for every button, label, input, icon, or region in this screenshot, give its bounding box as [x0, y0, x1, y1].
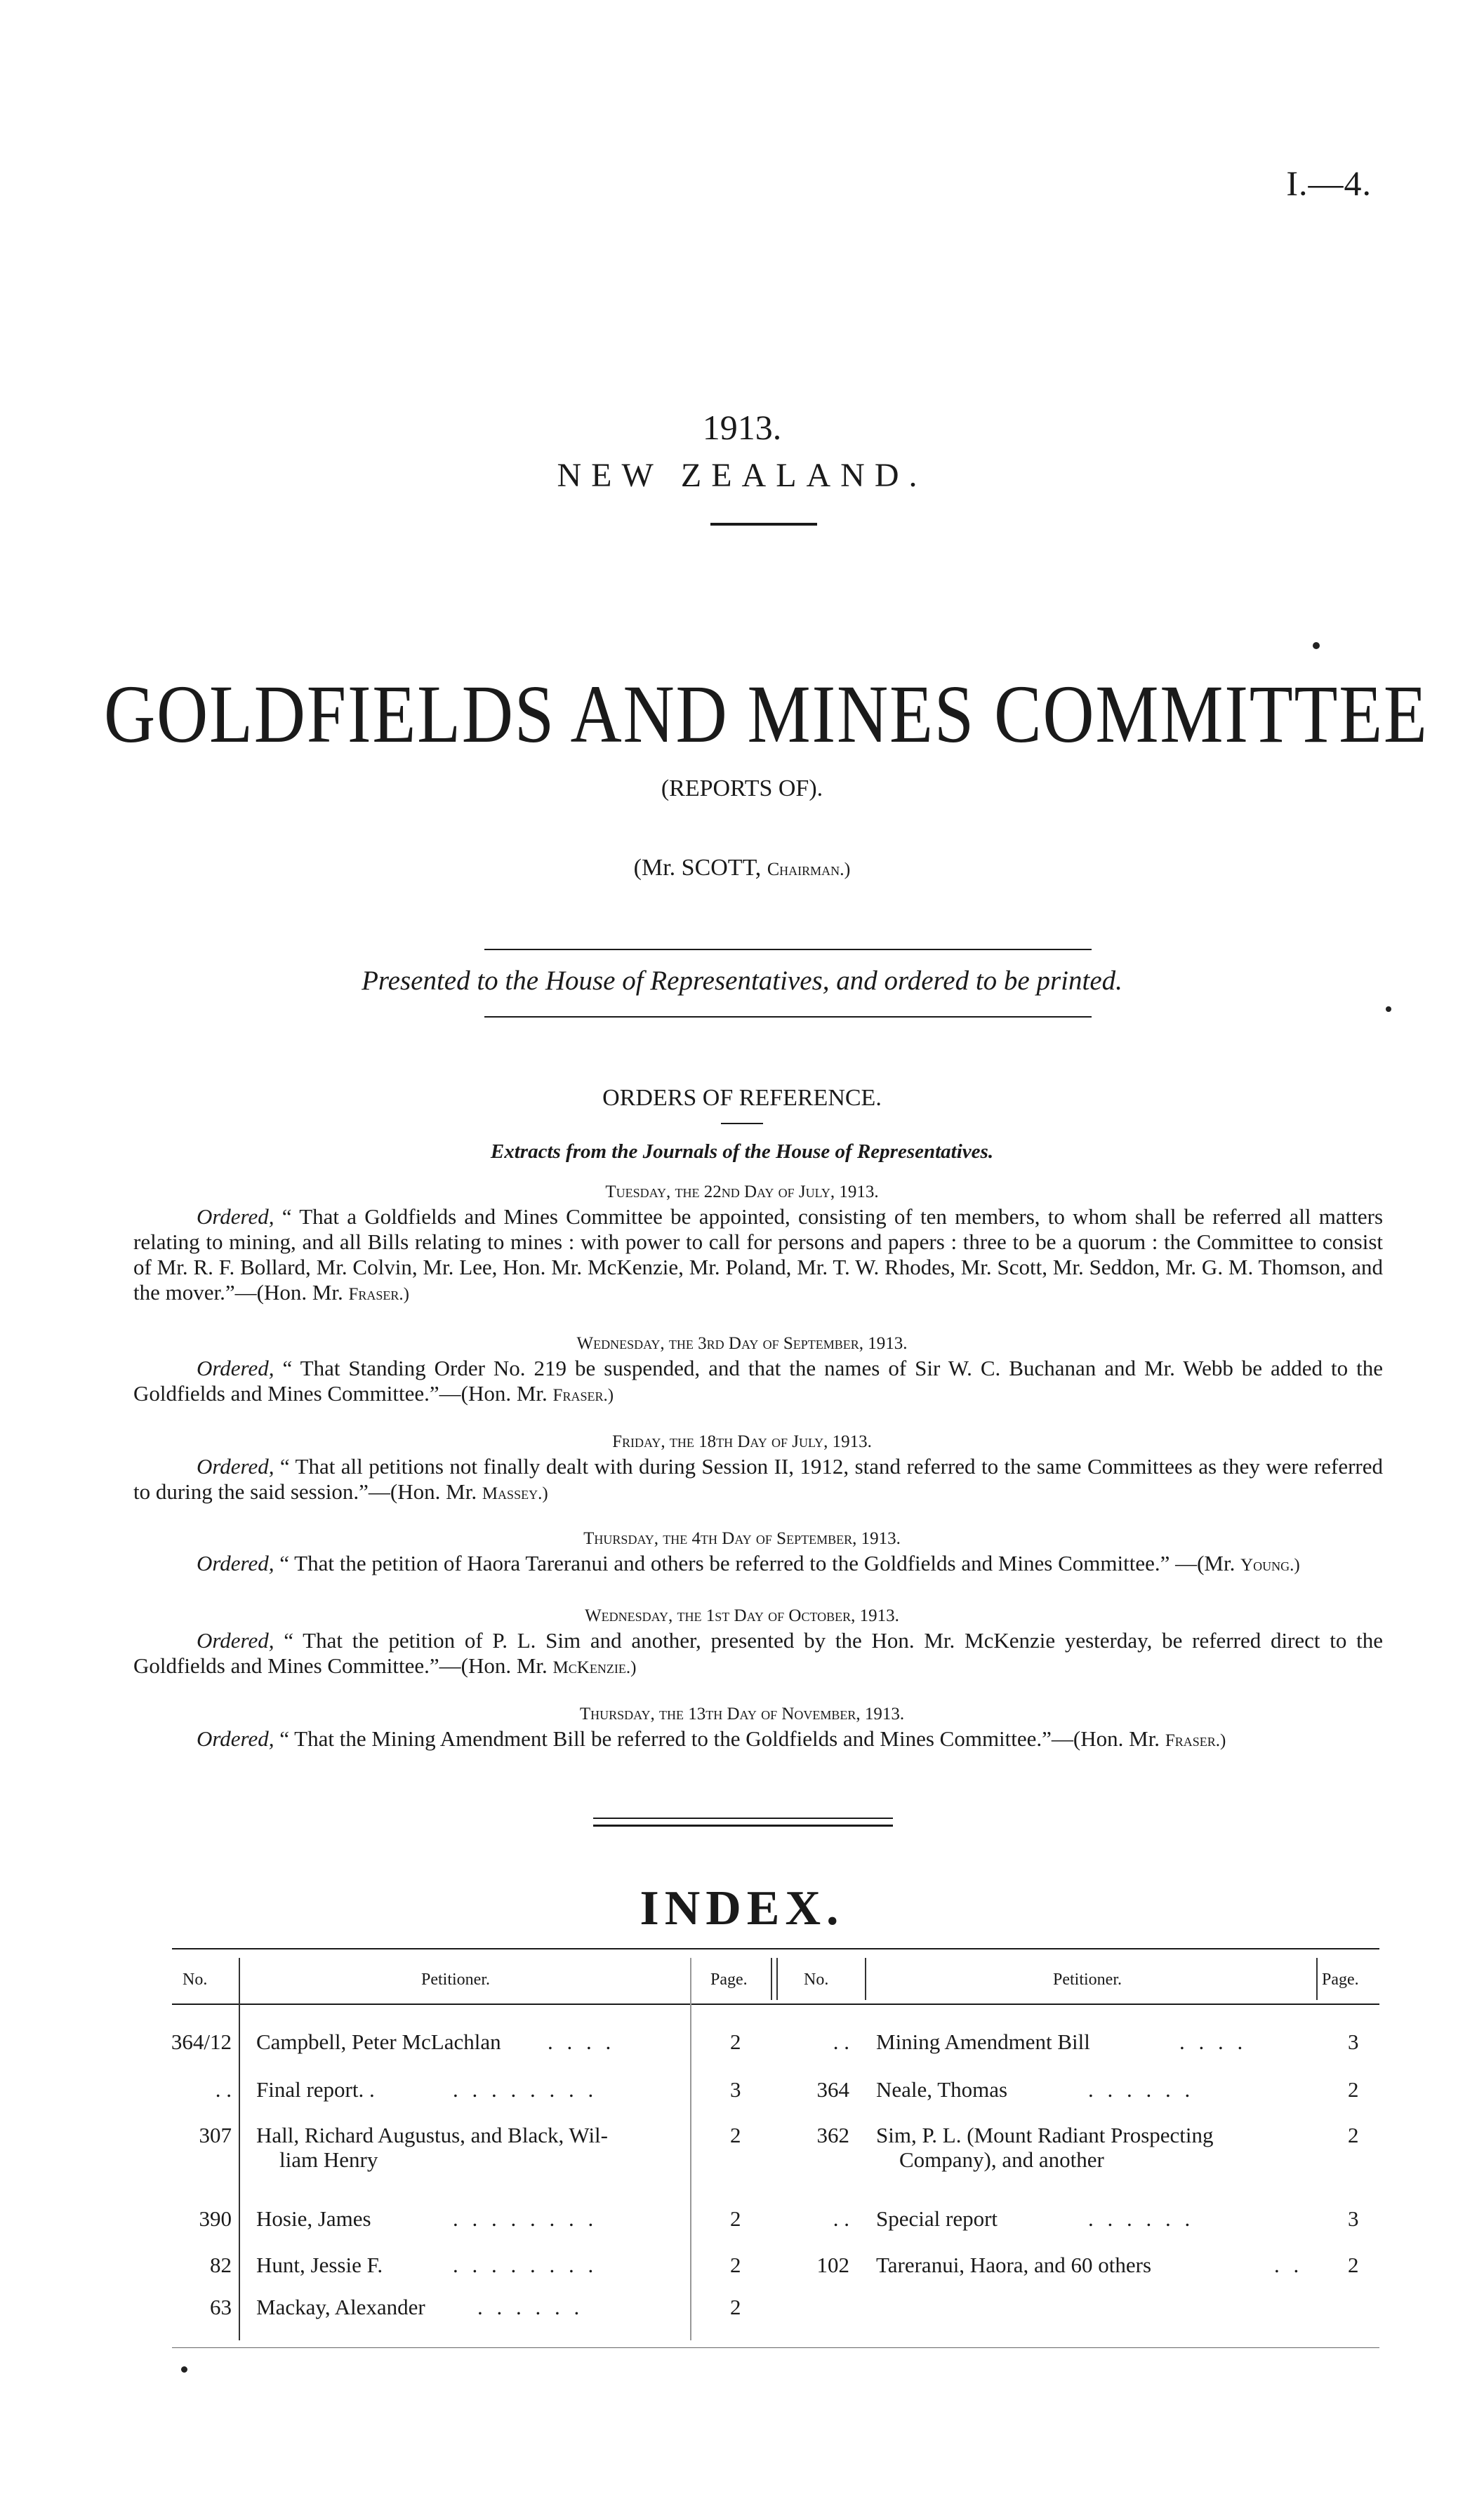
order-text: “ That a Goldfields and Mines Committee be appointed, consisting of ten members, to whom shall be referred all matters relating to mining, and all Bills relating to mines : with power to call for persons and papers : three to be a quorum : the Committee to consist of Mr. R. F. Bollard, Mr. Colvin, Mr. Lee, Hon. Mr. McKenzie, Mr. Poland, Mr. T. W. Rhodes, Mr. Scott, Mr. Seddon, Mr. G. M. Thomson, and the mover.”—(Hon. Mr.	[133, 1204, 1384, 1305]
header-page: Page.	[1322, 1971, 1359, 1989]
row-no: 364/12	[171, 2029, 232, 2054]
row-page: 2	[730, 2295, 741, 2319]
title-rule	[710, 523, 817, 526]
chairman	[0, 855, 1484, 881]
row-petitioner: Special report	[876, 2206, 998, 2231]
ordered-label: Ordered,	[197, 1454, 274, 1479]
speck-dot	[181, 2366, 187, 2373]
row-petitioner: Neale, Thomas	[876, 2077, 1008, 2102]
row-petitioner: Sim, P. L. (Mount Radiant Prospecting	[876, 2123, 1214, 2147]
order-date	[0, 1524, 1484, 1549]
row-petitioner-cont: liam Henry	[279, 2147, 378, 2172]
order-text: “ That the petition of Haora Tareranui and others be referred to the Goldfields and Mines Committee.” —(Mr.	[279, 1551, 1241, 1575]
col-divider	[865, 1958, 866, 2000]
row-leader: . .	[1274, 2253, 1304, 2277]
speck-dot	[1386, 1006, 1391, 1012]
order-text: “ That the Mining Amendment Bill be referred to the Goldfields and Mines Committee.”—(Hon. Mr.	[279, 1726, 1165, 1751]
row-no: 390	[199, 2206, 232, 2231]
order-paragraph	[133, 1204, 1383, 1307]
row-no: 82	[210, 2253, 232, 2277]
row-leader: . . . .	[548, 2029, 616, 2054]
row-page: 2	[730, 2123, 741, 2147]
row-leader: . . . .	[1179, 2029, 1247, 2054]
ordered-label: Ordered,	[197, 1628, 274, 1653]
row-page: 3	[1348, 2206, 1359, 2231]
header-no: No.	[804, 1971, 829, 1989]
year: 1913.	[702, 408, 782, 447]
ordered-label: Ordered,	[197, 1551, 274, 1575]
index-title: INDEX.	[640, 1881, 844, 1935]
header-petitioner: Petitioner.	[421, 1971, 490, 1989]
row-leader: . . . . . . . .	[453, 2206, 598, 2231]
main-title: GOLDFIELDS AND MINES COMMITTEE	[103, 668, 1429, 760]
country: NEW ZEALAND.	[557, 457, 927, 494]
order-date-text: Thursday, the 13th Day of November, 1913.	[579, 1705, 905, 1724]
header-petitioner: Petitioner.	[1053, 1971, 1122, 1989]
speck-dot	[1313, 642, 1320, 649]
index-bottom-rule	[172, 2347, 1379, 2348]
order-text: “ That all petitions not finally dealt with during Session II, 1912, stand referred to the same Committees as they were referred to during the said session.”—(Hon. Mr.	[133, 1454, 1383, 1504]
subtitle: (REPORTS OF).	[661, 775, 823, 801]
ordered-label: Ordered,	[197, 1356, 274, 1380]
page-reference: I.—4.	[1286, 164, 1372, 203]
order-date-text: Friday, the 18th Day of July, 1913.	[612, 1432, 872, 1451]
row-page: 2	[730, 2253, 741, 2277]
row-page: 2	[1348, 2123, 1359, 2147]
order-paragraph	[133, 1454, 1383, 1507]
order-mover: Massey.)	[482, 1484, 548, 1503]
order-text: “ That Standing Order No. 219 be suspended, and that the names of Sir W. C. Buchanan and Mr. Webb be added to the Goldfields and Mines Committee.”—(Hon. Mr.	[133, 1356, 1383, 1406]
section-rule-top	[593, 1818, 893, 1819]
order-mover: Fraser.)	[552, 1386, 614, 1405]
order-paragraph	[133, 1628, 1383, 1681]
order-paragraph	[133, 1356, 1383, 1408]
orders-title-rule	[721, 1123, 763, 1124]
row-no: . .	[833, 2206, 849, 2231]
row-page: 2	[730, 2029, 741, 2054]
presented-note: Presented to the House of Representatives, and ordered to be printed.	[362, 966, 1122, 996]
index-header-rule	[172, 2004, 1379, 2005]
order-mover: McKenzie.)	[552, 1658, 637, 1677]
col-divider	[776, 1958, 778, 2000]
row-page: 3	[730, 2077, 741, 2102]
row-petitioner: Campbell, Peter McLachlan	[256, 2029, 501, 2054]
presented-rule-bottom	[484, 1016, 1092, 1018]
index-top-rule	[172, 1948, 1379, 1949]
row-no: 102	[816, 2253, 849, 2277]
row-page: 2	[1348, 2253, 1359, 2277]
row-no: 364	[816, 2077, 849, 2102]
row-leader: . . . . . . . .	[453, 2077, 598, 2102]
ordered-label: Ordered,	[197, 1726, 274, 1751]
row-page: 3	[1348, 2029, 1359, 2054]
header-page: Page.	[710, 1971, 748, 1989]
row-leader: . . . . . .	[1088, 2077, 1195, 2102]
chairman-name: (Mr. SCOTT,	[633, 855, 762, 881]
row-page: 2	[1348, 2077, 1359, 2102]
order-date-text: Tuesday, the 22nd Day of July, 1913.	[605, 1182, 879, 1201]
row-petitioner: Tareranui, Haora, and 60 others	[876, 2253, 1152, 2277]
extracts-heading: Extracts from the Journals of the House of Representatives.	[490, 1140, 994, 1163]
row-petitioner: Mining Amendment Bill	[876, 2029, 1090, 2054]
row-petitioner: Hosie, James	[256, 2206, 371, 2231]
order-mover: Young.)	[1240, 1556, 1300, 1575]
row-no: 362	[816, 2123, 849, 2147]
order-paragraph	[133, 1726, 1383, 1754]
orders-title: ORDERS OF REFERENCE.	[602, 1085, 882, 1111]
row-petitioner: Hall, Richard Augustus, and Black, Wil-	[256, 2123, 608, 2147]
order-date-text: Wednesday, the 1st Day of October, 1913.	[585, 1606, 899, 1625]
row-no: . .	[833, 2029, 849, 2054]
row-petitioner: Mackay, Alexander	[256, 2295, 425, 2319]
row-no: 307	[199, 2123, 232, 2147]
order-date-text: Thursday, the 4th Day of September, 1913.	[583, 1529, 901, 1548]
row-leader: . . . . . .	[1088, 2206, 1195, 2231]
order-date	[0, 1178, 1484, 1203]
row-page: 2	[730, 2206, 741, 2231]
col-divider	[771, 1958, 772, 2000]
row-no: 63	[210, 2295, 232, 2319]
order-mover: Fraser.)	[348, 1285, 410, 1304]
row-leader: . . . . . . . .	[453, 2253, 598, 2277]
col-divider	[1316, 1958, 1318, 2000]
order-date	[0, 1601, 1484, 1627]
col-divider	[690, 1958, 691, 2340]
presented-rule-top	[484, 949, 1092, 950]
order-date	[0, 1329, 1484, 1354]
order-mover: Fraser.)	[1165, 1731, 1226, 1750]
order-date	[0, 1700, 1484, 1725]
header-no: No.	[183, 1971, 208, 1989]
order-text: “ That the petition of P. L. Sim and another, presented by the Hon. Mr. McKenzie yesterday, be referred direct to the Goldfields and Mines Committee.”—(Hon. Mr.	[133, 1628, 1383, 1678]
row-leader: . . . . . .	[477, 2295, 584, 2319]
row-petitioner-cont: Company), and another	[899, 2147, 1104, 2172]
row-no: . .	[215, 2077, 232, 2102]
row-petitioner: Final report. .	[256, 2077, 375, 2102]
order-date	[0, 1427, 1484, 1453]
order-paragraph	[133, 1551, 1383, 1578]
col-divider	[239, 1958, 240, 2340]
section-rule-bottom	[593, 1825, 893, 1827]
chairman-role: Chairman.)	[767, 859, 851, 879]
ordered-label: Ordered,	[197, 1204, 274, 1229]
order-date-text: Wednesday, the 3rd Day of September, 1913.	[576, 1334, 908, 1353]
row-petitioner: Hunt, Jessie F.	[256, 2253, 383, 2277]
